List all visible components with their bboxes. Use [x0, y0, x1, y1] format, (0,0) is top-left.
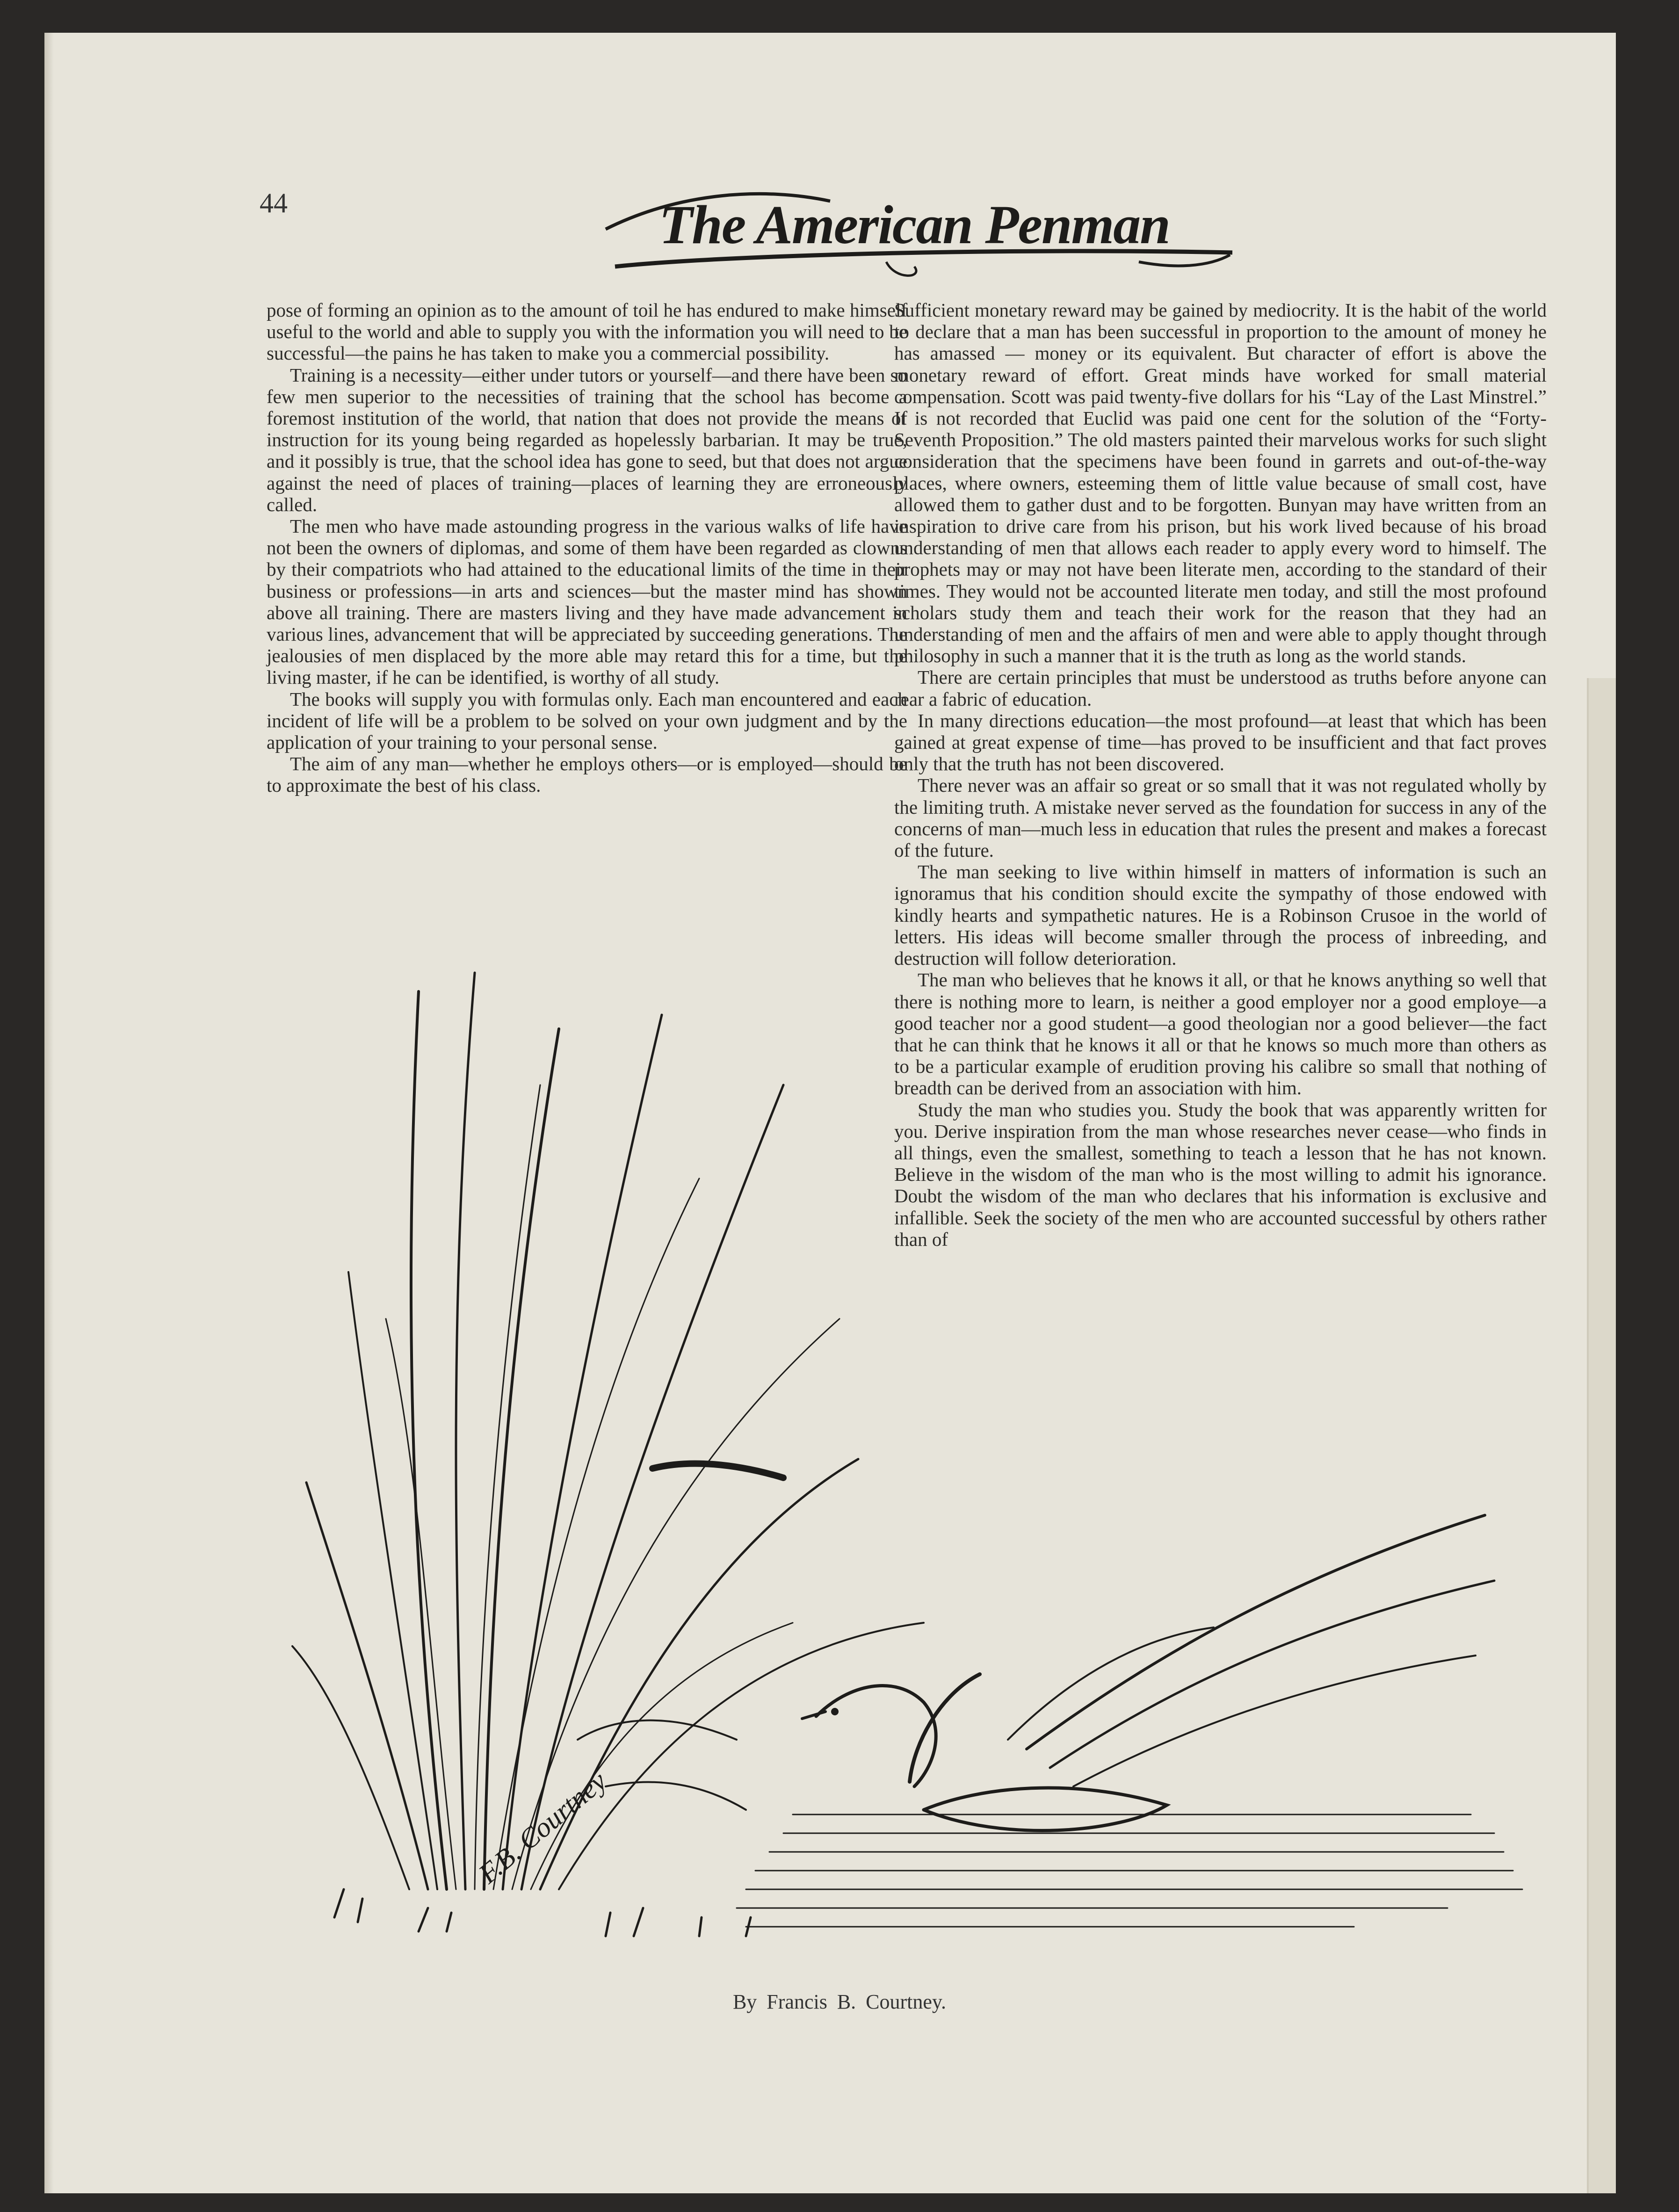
article-paragraph: Study the man who studies you. Study the book that was apparently written for you. Derive inspiration from the man whose researches never cease—who finds in all things, even the smallest, something to teach a lesson that he has not known. Believe in the wisdom of the man who is the most willing to admit his ignorance. Doubt the wisdom of the man who declares that his information is exclusive and infallible. Seek the society of the men who are accounted successful by others rather than of	[894, 1099, 1547, 1250]
article-paragraph: Training is a necessity—either under tutors or yourself—and there have been so few men superior to the necessities of training that the school has become a foremost institution of the world, that nation that does not provide the means of instruction for its young being regarded as hopelessly barbarian. It may be true, and it possibly is true, that the school idea has gone to seed, but that does not argue against the need of places of training—places of learning they are erroneously called.	[267, 364, 907, 515]
article-paragraph: The books will supply you with formulas only. Each man encountered and each incident of life will be a problem to be solved on your own judgment and by the application of your training to your personal sense.	[267, 688, 907, 753]
article-paragraph: pose of forming an opinion as to the amount of toil he has endured to make himself useful to the world and able to supply you with the information you will need to be successful—the pains he has taken to make you a commercial possibility.	[267, 299, 907, 364]
penmanship-swan-illustration	[278, 945, 1564, 1955]
article-paragraph: In many directions education—the most profound—at least that which has been gained at great expense of time—has proved to be insufficient and that fact proves only that the truth has not been discovered.	[894, 709, 1547, 775]
illustration-caption: By Francis B. Courtney.	[732, 1990, 947, 2013]
article-paragraph: The man who believes that he knows it all, or that he knows anything so well that there is nothing more to learn, is neither a good employer nor a good employe—a good teacher nor a good student—a good theologian nor a good believer—the fact that he can think that he knows it all or that he knows so much more than others as to be a particular example of erudition proving his calibre so small that nothing of breadth can be derived from an association with him.	[894, 969, 1547, 1099]
page-edge-strip	[1587, 678, 1616, 2193]
page-binding-edge	[44, 33, 54, 2193]
left-article-column	[267, 299, 907, 796]
article-paragraph: Sufficient monetary reward may be gained by mediocrity. It is the habit of the world to declare that a man has been successful in proportion to the amount of money he has amassed — money or its equivalent. But character of effort is above the monetary reward of effort. Great minds have worked for small material compensation. Scott was paid twenty-five dollars for his “Lay of the Last Minstrel.” It is not recorded that Euclid was paid one cent for the solution of the “Forty-Seventh Proposition.” The old masters painted their marvelous works for such slight consideration that the specimens have been found in garrets and out-of-the-way places, where owners, esteeming them of little value because of small cost, have allowed them to gather dust and to be forgotten. Bunyan may have written from an inspiration to drive care from his prison, but his work lived because of his broad understanding of men that allows each reader to apply every word to himself. The prophets may or may not have been literate men, according to the standard of their times. They would not be accounted literate men today, and still the most profound scholars study them and teach their work for the reason that they had an understanding of men and the affairs of men and were able to apply thought through philosophy in such a manner that it is the truth as long as the world stands.	[894, 299, 1547, 667]
article-paragraph: There are certain principles that must be understood as truths before anyone can rear a fabric of education.	[894, 666, 1547, 710]
artist-signature: F.B. Courtney	[472, 1765, 613, 1889]
masthead-logo	[587, 173, 1242, 281]
magazine-page	[44, 33, 1616, 2193]
article-paragraph: The aim of any man—whether he employs others—or is employed—should be to approximate the best of his class.	[267, 753, 907, 796]
article-paragraph: There never was an affair so great or so small that it was not regulated wholly by the limiting truth. A mistake never served as the foundation for success in any of the concerns of man—much less in education that rules the present and makes a forecast of the future.	[894, 774, 1547, 861]
masthead-title: The American Penman	[659, 194, 1170, 255]
article-paragraph: The men who have made astounding progress in the various walks of life have not been the owners of diplomas, and some of them have been regarded as clowns by their compatriots who had attained to the educational limits of the time in their business or professions—in arts and sciences—but the master mind has shown above all training. There are masters living and they have made advancement in various lines, advancement that will be appreciated by succeeding generations. The jealousies of men displaced by the more able may retard this for a time, but the living master, if he can be identified, is worthy of all study.	[267, 515, 907, 688]
page-number: 44	[260, 188, 288, 218]
article-paragraph: The man seeking to live within himself in matters of information is such an ignoramus that his condition should excite the sympathy of those endowed with kindly hearts and sympathetic natures. He is a Robinson Crusoe in the world of letters. His ideas will become smaller through the process of inbreeding, and destruction will follow deterioration.	[894, 861, 1547, 969]
